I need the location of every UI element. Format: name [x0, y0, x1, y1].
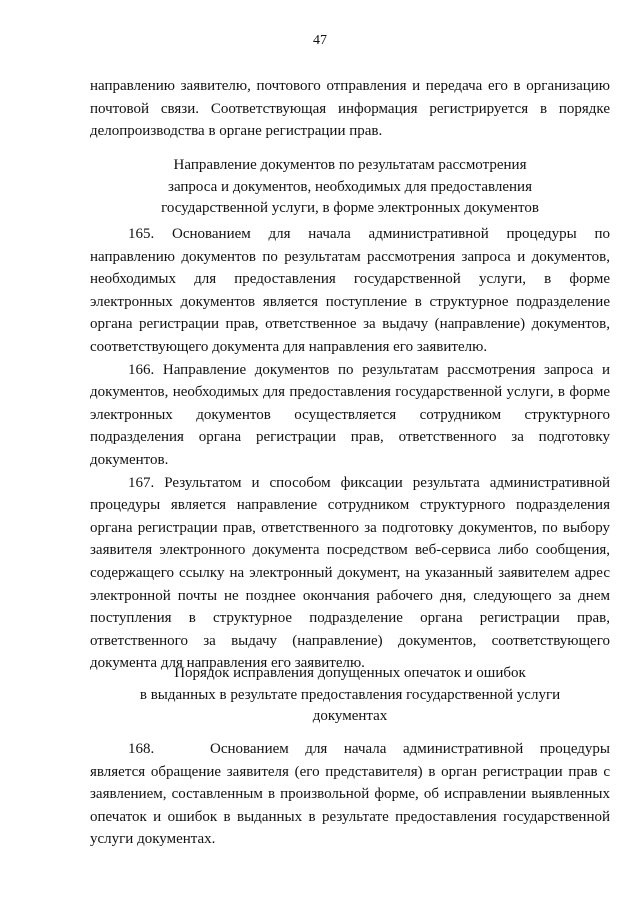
heading-line: Направление документов по результатам рассмотрения	[173, 157, 527, 173]
paragraph-number: 168.	[128, 741, 155, 757]
section-heading-corrections	[90, 663, 610, 728]
paragraph-167: 167. Результатом и способом фиксации результата административной процедуры является направление сотрудником структурного подразделения органа регистрации прав, ответственного за подготовку документов, по выбору заявителя электронного документа посредством веб-сервиса либо сообщения, содержащего ссылку на электронный документ, на указанный заявителем адрес электронной почты не позднее окончания рабочего дня, следующего за днем поступления в структурное подразделение органа регистрации прав, ответственного за выдачу (направление) документов, соответствующего документа для направления его заявителю.	[90, 474, 610, 672]
continuation-paragraph: направлению заявителю, почтового отправления и передача его в организацию почтовой связи. Соответствующая информация регистрируется в порядке делопроизводства в органе регистрации прав.	[90, 78, 610, 140]
heading-line: документах	[312, 708, 388, 724]
paragraph-165: 165. Основанием для начала административной процедуры по направлению документов по результатам рассмотрения запроса и документов, необходимых для предоставления государственной услуги, в форме электронных документов является поступление в структурное подразделение органа регистрации прав, ответственное за выдачу (направление) документов, соответствующего документа для направления его заявителю.	[90, 226, 610, 355]
heading-line: государственной услуги, в форме электронных документов	[161, 200, 539, 216]
heading-line: в выданных в результате предоставления государственной услуги	[139, 686, 561, 703]
section-body-corrections	[90, 738, 610, 851]
paragraph-168	[90, 738, 610, 851]
section-body-electronic	[90, 223, 610, 675]
continuation-block	[90, 75, 610, 143]
paragraph-166: 166. Направление документов по результатам рассмотрения запроса и документов, необходимых для предоставления государственной услуги, в форме электронных документов осуществляется сотрудником структурного подразделения органа регистрации прав, ответственного за подготовку документов.	[90, 361, 610, 468]
heading-line: Порядок исправления допущенных опечаток и ошибок	[174, 665, 526, 681]
page-number: 47	[313, 33, 327, 48]
paragraph-text: Основанием для начала административной процедуры является обращение заявителя (его представителя) в орган регистрации прав с заявлением, составленным в произвольной форме, об исправлении выявленных опечаток и ошибок в выданных в результате предоставления государственной услуги документах.	[90, 741, 610, 848]
heading-line: запроса и документов, необходимых для предоставления	[168, 178, 532, 195]
section-heading-electronic	[90, 155, 610, 220]
